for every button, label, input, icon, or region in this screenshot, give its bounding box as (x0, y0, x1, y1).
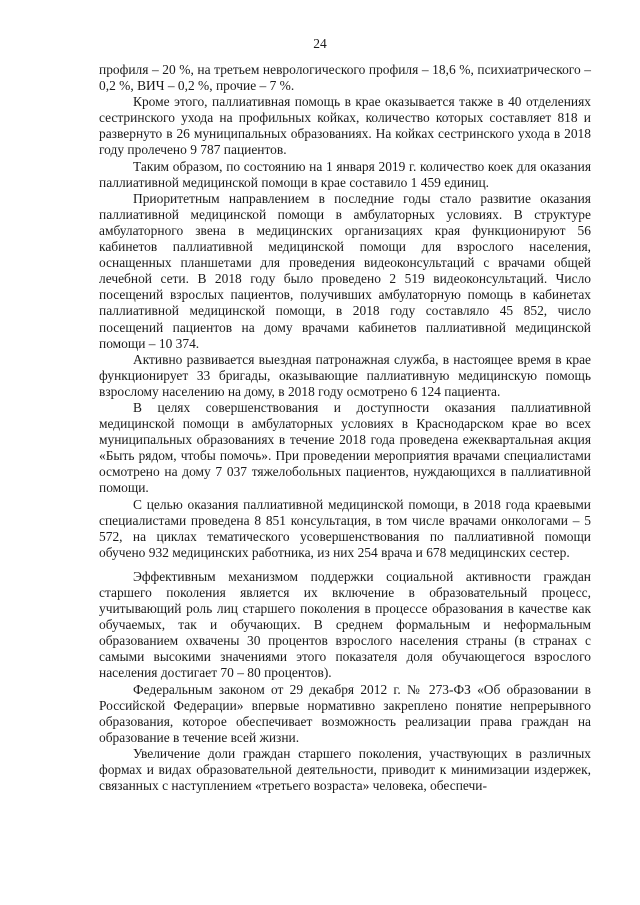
paragraph-campaign: В целях совершенствования и доступности оказания паллиативной медицинской помощи в амбулаторных условиях в Краснодарском крае во всех муниципальных образованиях в течение 2018 года проведена ежеквартальная акция «Быть рядом, чтобы помочь». При проведении мероприятия врачами специалистами осмотрено на дому 7 037 тяжелобольных пациентов, нуждающихся в паллиативной помощи. (99, 399, 591, 496)
page-number: 24 (313, 36, 327, 51)
paragraph-nursing-care: Кроме этого, паллиативная помощь в крае оказывается также в 40 отделениях сестринского ухода на профильных койках, количество которых составляет 818 и развернуто в 26 муниципальных образованиях. На койках сестринского ухода в 2018 году пролечено 9 787 пациентов. (99, 94, 591, 158)
paragraph-federal-law: Федеральным законом от 29 декабря 2012 г. № 273-ФЗ «Об образовании в Российской Федерации» впервые нормативно закреплено понятие непрерывного образования, которое обеспечивает возможность реализации права граждан на образование в течение всей жизни. (99, 681, 591, 745)
paragraph-continuation: профиля – 20 %, на третьем неврологического профиля – 18,6 %, психиатрического – 0,2 %, ВИЧ – 0,2 %, прочие – 7 %. (99, 62, 591, 94)
paragraph-education-share: Увеличение доли граждан старшего поколения, участвующих в различных формах и видах образовательной деятельности, приводит к минимизации издержек, связанных с наступлением «третьего возраста» человека, обеспечи- (99, 745, 591, 794)
paragraph-senior-education: Эффективным механизмом поддержки социальной активности граждан старшего поколения является их включение в образовательный процесс, учитывающий роль лиц старшего поколения в процессе образования в качестве как обучаемых, так и обучающих. В среднем формальным и неформальным образованием охвачены 30 процентов взрослого населения страны (в странах с самыми высокими значениями этого показателя доля обучающегося взрослого населения достигает 70 – 80 процентов). (99, 568, 591, 681)
paragraph-outpatient-care: Приоритетным направлением в последние годы стало развитие оказания паллиативной медицинской помощи в амбулаторных условиях. В структуре амбулаторного звена в медицинских организациях края функционируют 56 кабинетов паллиативной медицинской помощи для взрослого населения, оснащенных планшетами для проведения видеоконсультаций с врачами общей лечебной сети. В 2018 году было проведено 2 519 видеоконсультаций. Число посещений взрослых пациентов, получивших амбулаторную помощь в кабинетах паллиативной медицинской помощи, в 2018 году составляло 45 852, число посещений пациентов на дому врачами кабинетов паллиативной медицинской помощи – 10 374. (99, 190, 591, 351)
document-body (99, 62, 591, 794)
paragraph-consultations: С целью оказания паллиативной медицинской помощи, в 2018 года краевыми специалистами проведена 8 851 консультация, в том числе врачами онкологами – 5 572, на циклах тематического усовершенствования по паллиативной помощи обучено 932 медицинских работника, из них 254 врача и 678 медицинских сестер. (99, 496, 591, 560)
paragraph-bed-total: Таким образом, по состоянию на 1 января 2019 г. количество коек для оказания паллиативной медицинской помощи в крае составило 1 459 единиц. (99, 158, 591, 190)
paragraph-patronage-service: Активно развивается выездная патронажная служба, в настоящее время в крае функционирует 33 бригады, оказывающие паллиативную медицинскую помощь взрослому населению на дому, в 2018 году осмотрено 6 124 пациента. (99, 351, 591, 399)
